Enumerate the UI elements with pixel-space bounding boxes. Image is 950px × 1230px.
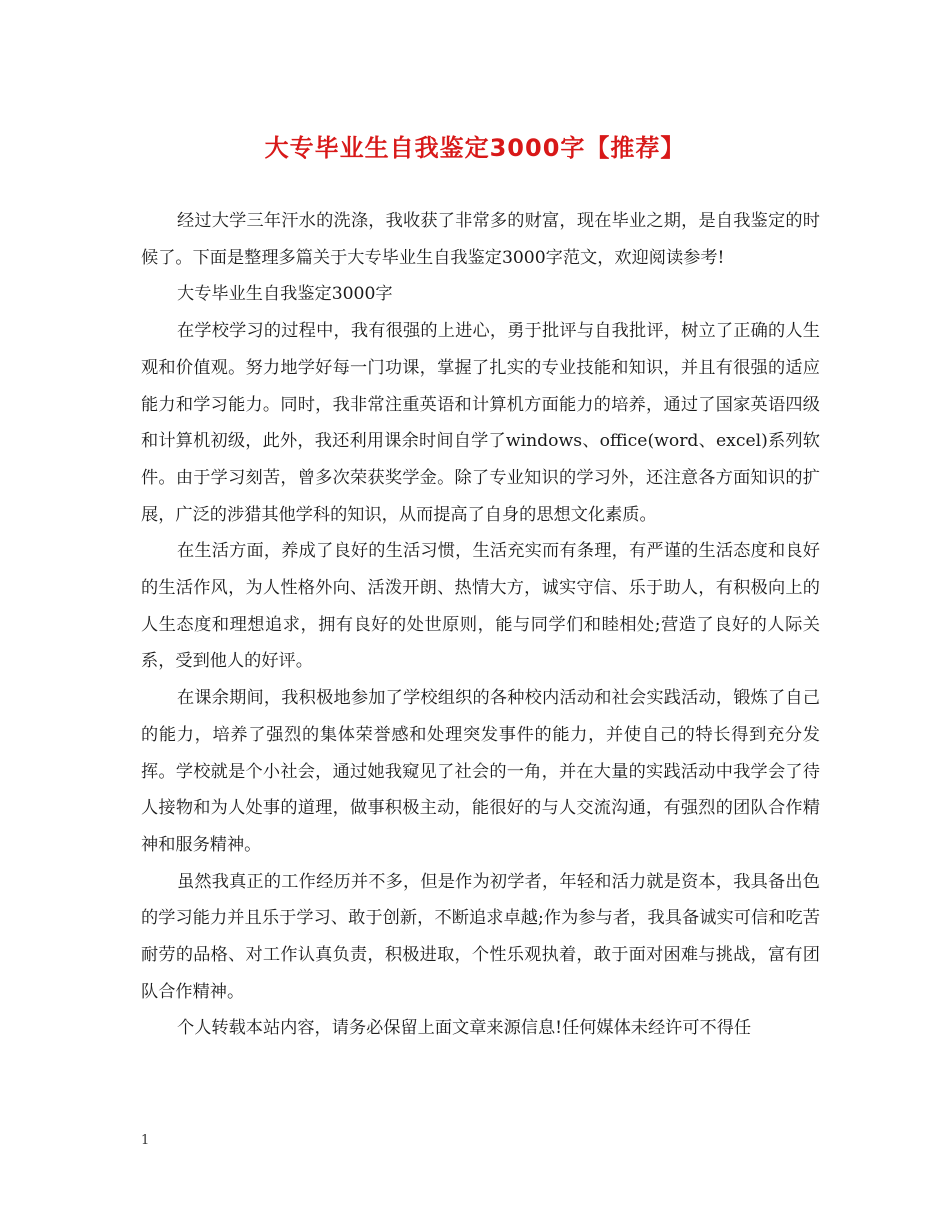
- document-title: 大专毕业生自我鉴定3000字【推荐】: [264, 134, 686, 162]
- intro-paragraph: 经过大学三年汗水的洗涤，我收获了非常多的财富，现在毕业之期，是自我鉴定的时候了。下面是整理多篇关于大专毕业生自我鉴定3000字范文，欢迎阅读参考!: [141, 211, 820, 268]
- section-heading: 大专毕业生自我鉴定3000字: [177, 284, 393, 305]
- activities-paragraph: 在课余期间，我积极地参加了学校组织的各种校内活动和社会实践活动，锻炼了自己的能力，培养了强烈的集体荣誉感和处理突发事件的能力，并使自己的特长得到充分发挥。学校就是个小社会，通过她我窥见了社会的一角，并在大量的实践活动中我学会了待人接物和为人处事的道理，做事积极主动，能很好的与人交流沟通，有强烈的团队合作精神和服务精神。: [141, 688, 820, 855]
- life-paragraph: 在生活方面，养成了良好的生活习惯，生活充实而有条理，有严谨的生活态度和良好的生活作风，为人性格外向、活泼开朗、热情大方，诚实守信、乐于助人，有积极向上的人生态度和理想追求，拥有良好的处世原则，能与同学们和睦相处;营造了良好的人际关系，受到他人的好评。: [141, 541, 820, 672]
- copyright-paragraph: 个人转载本站内容，请务必保留上面文章来源信息!任何媒体未经许可不得任: [177, 1018, 752, 1039]
- study-paragraph: 在学校学习的过程中，我有很强的上进心，勇于批评与自我批评，树立了正确的人生观和价值观。努力地学好每一门功课，掌握了扎实的专业技能和知识，并且有很强的适应能力和学习能力。同时，我非常注重英语和计算机方面能力的培养，通过了国家英语四级和计算机初级，此外，我还利用课余时间自学了windows、office(word、excel)系列软件。由于学习刻苦，曾多次荣获奖学金。除了专业知识的学习外，还注意各方面知识的扩展，广泛的涉猎其他学科的知识，从而提高了自身的思想文化素质。: [141, 321, 820, 525]
- document-body: [141, 203, 820, 1047]
- page-number: 1: [141, 1133, 150, 1148]
- work-paragraph: 虽然我真正的工作经历并不多，但是作为初学者，年轻和活力就是资本，我具备出色的学习能力并且乐于学习、敢于创新，不断追求卓越;作为参与者，我具备诚实可信和吃苦耐劳的品格、对工作认真负责，积极进取，个性乐观执着，敢于面对困难与挑战，富有团队合作精神。: [141, 871, 820, 1002]
